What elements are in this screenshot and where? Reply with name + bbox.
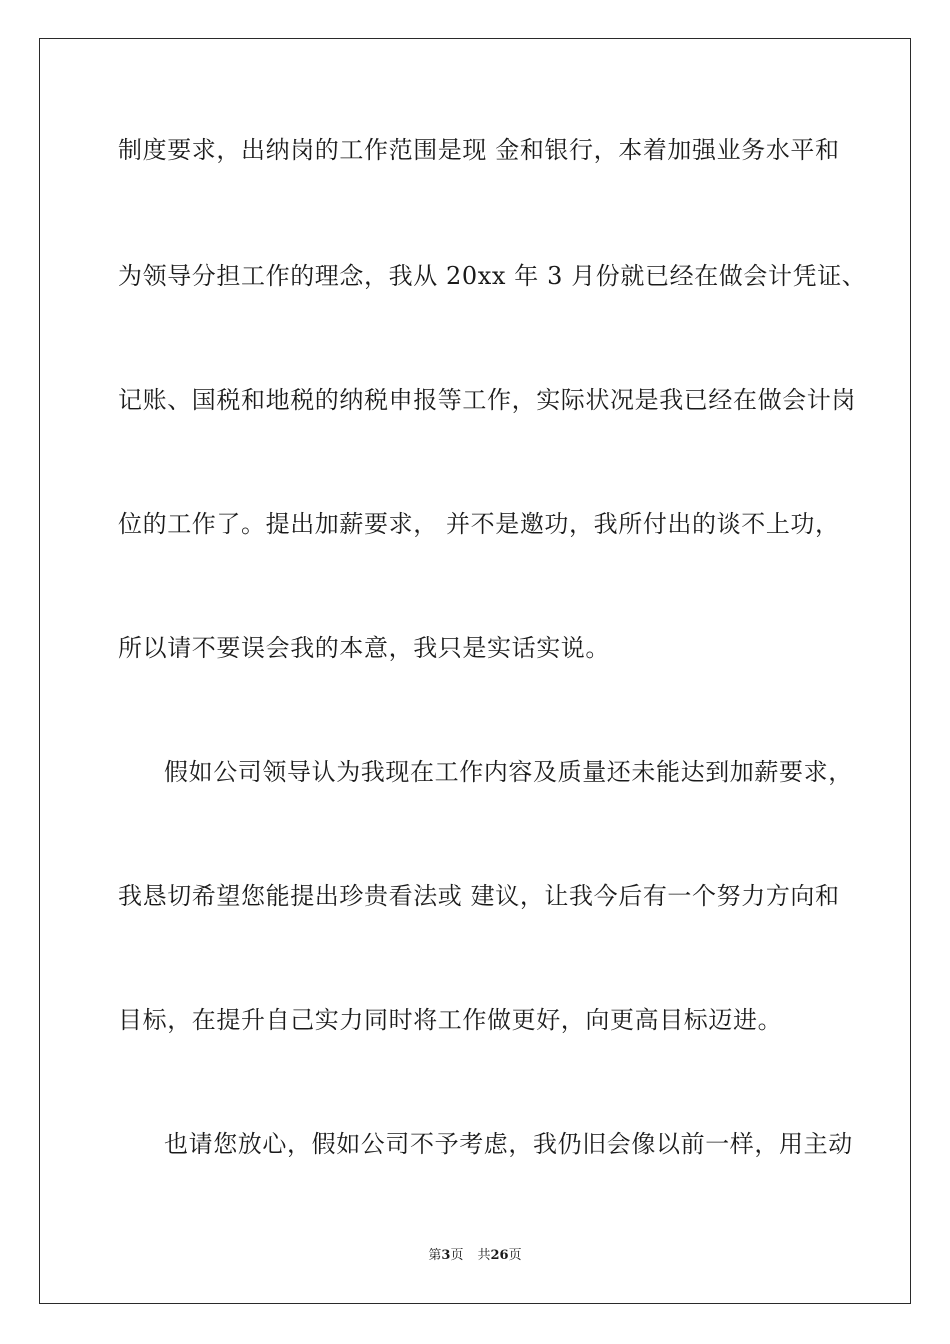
footer-prefix: 第 bbox=[428, 1248, 442, 1263]
body-text-line-3: 记账、国税和地税的纳税申报等工作，实际状况是我已经在做会计岗 bbox=[118, 386, 856, 414]
body-text-line-4: 位的工作了。提出加薪要求， 并不是邀功，我所付出的谈不上功， bbox=[118, 510, 840, 538]
body-text-line-2: 为领导分担工作的理念，我从 20xx 年 3 月份就已经在做会计凭证、 bbox=[118, 262, 867, 290]
body-text-line-6: 假如公司领导认为我现在工作内容及质量还未能达到加薪要求， bbox=[164, 758, 853, 786]
body-text-line-5: 所以请不要误会我的本意，我只是实话实说。 bbox=[118, 634, 610, 662]
body-text-line-1: 制度要求，出纳岗的工作范围是现 金和银行，本着加强业务水平和 bbox=[118, 136, 840, 164]
page-footer bbox=[0, 1248, 950, 1264]
current-page-number: 3 bbox=[441, 1248, 451, 1263]
page-border bbox=[39, 38, 911, 1304]
total-page-count: 26 bbox=[490, 1248, 509, 1263]
body-text-line-7: 我恳切希望您能提出珍贵看法或 建议，让我今后有一个努力方向和 bbox=[118, 882, 840, 910]
footer-total-prefix: 共 bbox=[477, 1248, 491, 1263]
footer-total-suffix: 页 bbox=[508, 1248, 522, 1263]
footer-page-suffix: 页 bbox=[450, 1248, 464, 1263]
body-text-line-8: 目标，在提升自己实力同时将工作做更好，向更高目标迈进。 bbox=[118, 1006, 783, 1034]
body-text-line-9: 也请您放心，假如公司不予考虑，我仍旧会像以前一样，用主动 bbox=[164, 1130, 853, 1158]
